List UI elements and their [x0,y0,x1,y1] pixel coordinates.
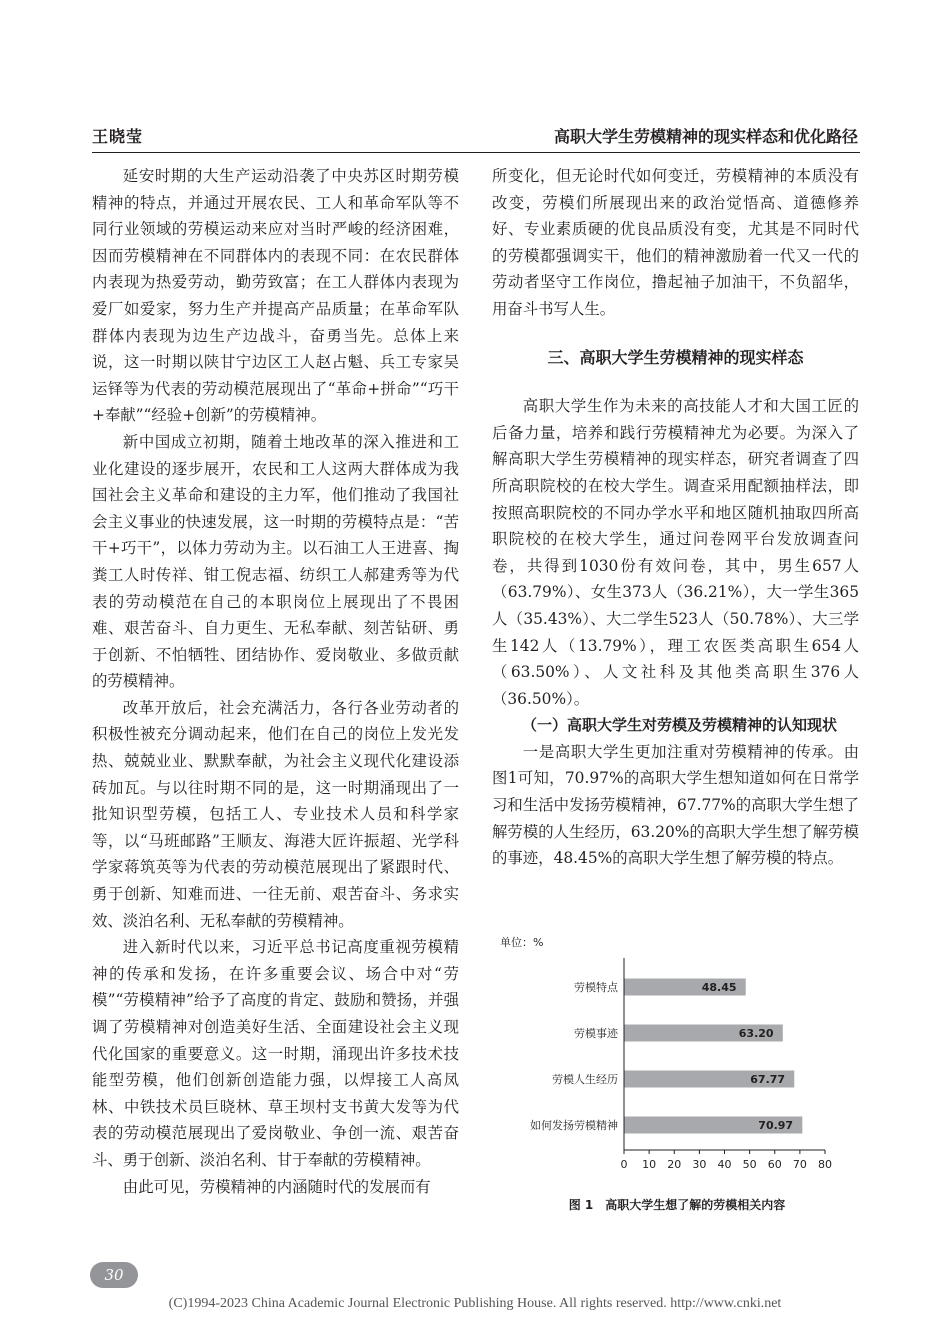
x-tick-label-3: 30 [692,1158,707,1171]
chart-unit-label: 单位：% [500,936,544,949]
paragraph-new-china: 新中国成立初期，随着土地改革的深入推进和工业化建设的逐步展开，农民和工人这两大群体成为我国社会主义革命和建设的主力军，他们推动了我国社会主义事业的快速发展，这一时期的劳模特点是：“苦干+巧干”，以体力劳动为主。以石油工人王进喜、掏粪工人时传祥、钳工倪志福、纺织工人郝建秀等为代表的劳动模范在自己的本职岗位上展现出了不畏困难、艰苦奋斗、自力更生、无私奉献、刻苦钻研、勇于创新、不怕牺牲、团结协作、爱岗敬业、多做贡献的劳模精神。 [92,432,459,691]
category-label-2: 劳模人生经历 [552,1073,618,1086]
bar-value-label-1: 63.20 [738,1027,774,1040]
paragraph-finding: 一是高职大学生更加注重对劳模精神的传承。由图1可知，70.97%的高职大学生想知道如何在日常学习和生活中发扬劳模精神，67.77%的高职大学生想了解劳模的人生经历，63.20%的高职大学生想了解劳模的事迹，48.45%的高职大学生想了解劳模的特点。 [492,742,859,868]
category-label-3: 如何发扬劳模精神 [530,1119,618,1132]
paragraph-yanan: 延安时期的大生产运动沿袭了中央苏区时期劳模精神的特点，并通过开展农民、工人和革命军队等不同行业领域的劳模运动来应对当时严峻的经济困难，因而劳模精神在不同群体内的表现不同：在农民群体内表现为热爱劳动，勤劳致富；在工人群体内表现为爱厂如爱家，努力生产并提高产品质量；在革命军队群体内表现为边生产边战斗，奋勇当先。总体上来说，这一时期以陕甘宁边区工人赵占魁、兵工专家吴运铎等为代表的劳动模范展现出了“革命+拼命”“巧干+奉献”“经验+创新”的劳模精神。 [92,167,459,425]
copyright-notice: (C)1994-2023 China Academic Journal Electronic Publishing House. All rights reserved. http://www.cnki.net [168,1296,782,1311]
paragraph-summary-start: 由此可见，劳模精神的内涵随时代的发展而有 [122,1177,431,1196]
paragraph-reform: 改革开放后，社会充满活力，各行各业劳动者的积极性被充分调动起来，他们在自己的岗位上发光发热、兢兢业业、默默奉献，为社会主义现代化建设添砖加瓦。与以往时期不同的是，这一时期涌现出了一批知识型劳模，包括工人、专业技术人员和科学家等，以“马班邮路”王顺友、海港大匠许振超、光学科学家蒋筑英等为代表的劳动模范展现出了紧跟时代、勇于创新、知难而进、一往无前、艰苦奋斗、务求实效、淡泊名利、无私奉献的劳模精神。 [92,698,459,930]
figure-caption: 图 1 高职大学生想了解的劳模相关内容 [568,1198,786,1212]
x-tick-label-5: 50 [742,1158,757,1171]
page-number: 30 [90,1262,138,1288]
paragraph-summary-end: 所变化，但无论时代如何变迁，劳模精神的本质没有改变，劳模们所展现出来的政治觉悟高、道德修养好、专业素质硬的优良品质没有变，尤其是不同时代的劳模都强调实干，他们的精神激励着一代又一代的劳动者坚守工作岗位，撸起袖子加油干，不负韶华，用奋斗书写人生。 [492,167,859,318]
left-column [92,163,459,1200]
header-article-title: 高职大学生劳模精神的现实样态和优化路径 [553,127,858,146]
bar-value-label-0: 48.45 [701,981,737,994]
x-tick-label-4: 40 [717,1158,732,1171]
figure-1-chart [492,928,862,1188]
bar-value-label-2: 67.77 [750,1073,786,1086]
section-title: 三、高职大学生劳模精神的现实样态 [547,347,804,367]
category-label-0: 劳模特点 [574,981,618,994]
paragraph-new-era: 进入新时代以来，习近平总书记高度重视劳模精神的传承和发扬，在许多重要会议、场合中对“劳模”“劳模精神”给予了高度的肯定、鼓励和赞扬，并强调了劳模精神对创造美好生活、全面建设社会主义现代化国家的重要意义。这一时期，涌现出许多技术技能型劳模，他们创新创造能力强，以焊接工人高凤林、中铁技术员巨晓林、草王坝村支书黄大发等为代表的劳动模范展现出了爱岗敬业、争创一流、艰苦奋斗、勇于创新、淡泊名利、甘于奉献的劳模精神。 [92,938,459,1169]
subsection-title: （一）高职大学生对劳模及劳模精神的认知现状 [522,716,838,735]
right-column [492,163,859,872]
paragraph-survey-intro: 高职大学生作为未来的高技能人才和大国工匠的后备力量，培养和践行劳模精神尤为必要。为深入了解高职大学生劳模精神的现实样态，研究者调查了四所高职院校的在校大学生。调查采用配额抽样法，即按照高职院校的不同办学水平和地区随机抽取四所高职院校的在校大学生，通过问卷网平台发放调查问卷，共得到1030份有效问卷，其中，男生657人（63.79%）、女生373人（36.21%），大一学生365人（35.43%）、大二学生523人（50.78%）、大三学生142人（13.79%），理工农医类高职生654人（63.50%）、人文社科及其他类高职生376人（36.50%）。 [492,397,859,708]
bar-value-label-3: 70.97 [758,1119,794,1132]
x-tick-label-2: 20 [667,1158,682,1171]
x-tick-label-8: 80 [818,1158,832,1171]
category-label-1: 劳模事迹 [574,1027,618,1040]
x-tick-label-1: 10 [642,1158,657,1171]
x-tick-label-7: 70 [792,1158,807,1171]
header-rule [92,152,860,153]
header-author: 王晓莹 [92,127,144,146]
x-tick-label-0: 0 [620,1158,628,1171]
x-tick-label-6: 60 [767,1158,782,1171]
